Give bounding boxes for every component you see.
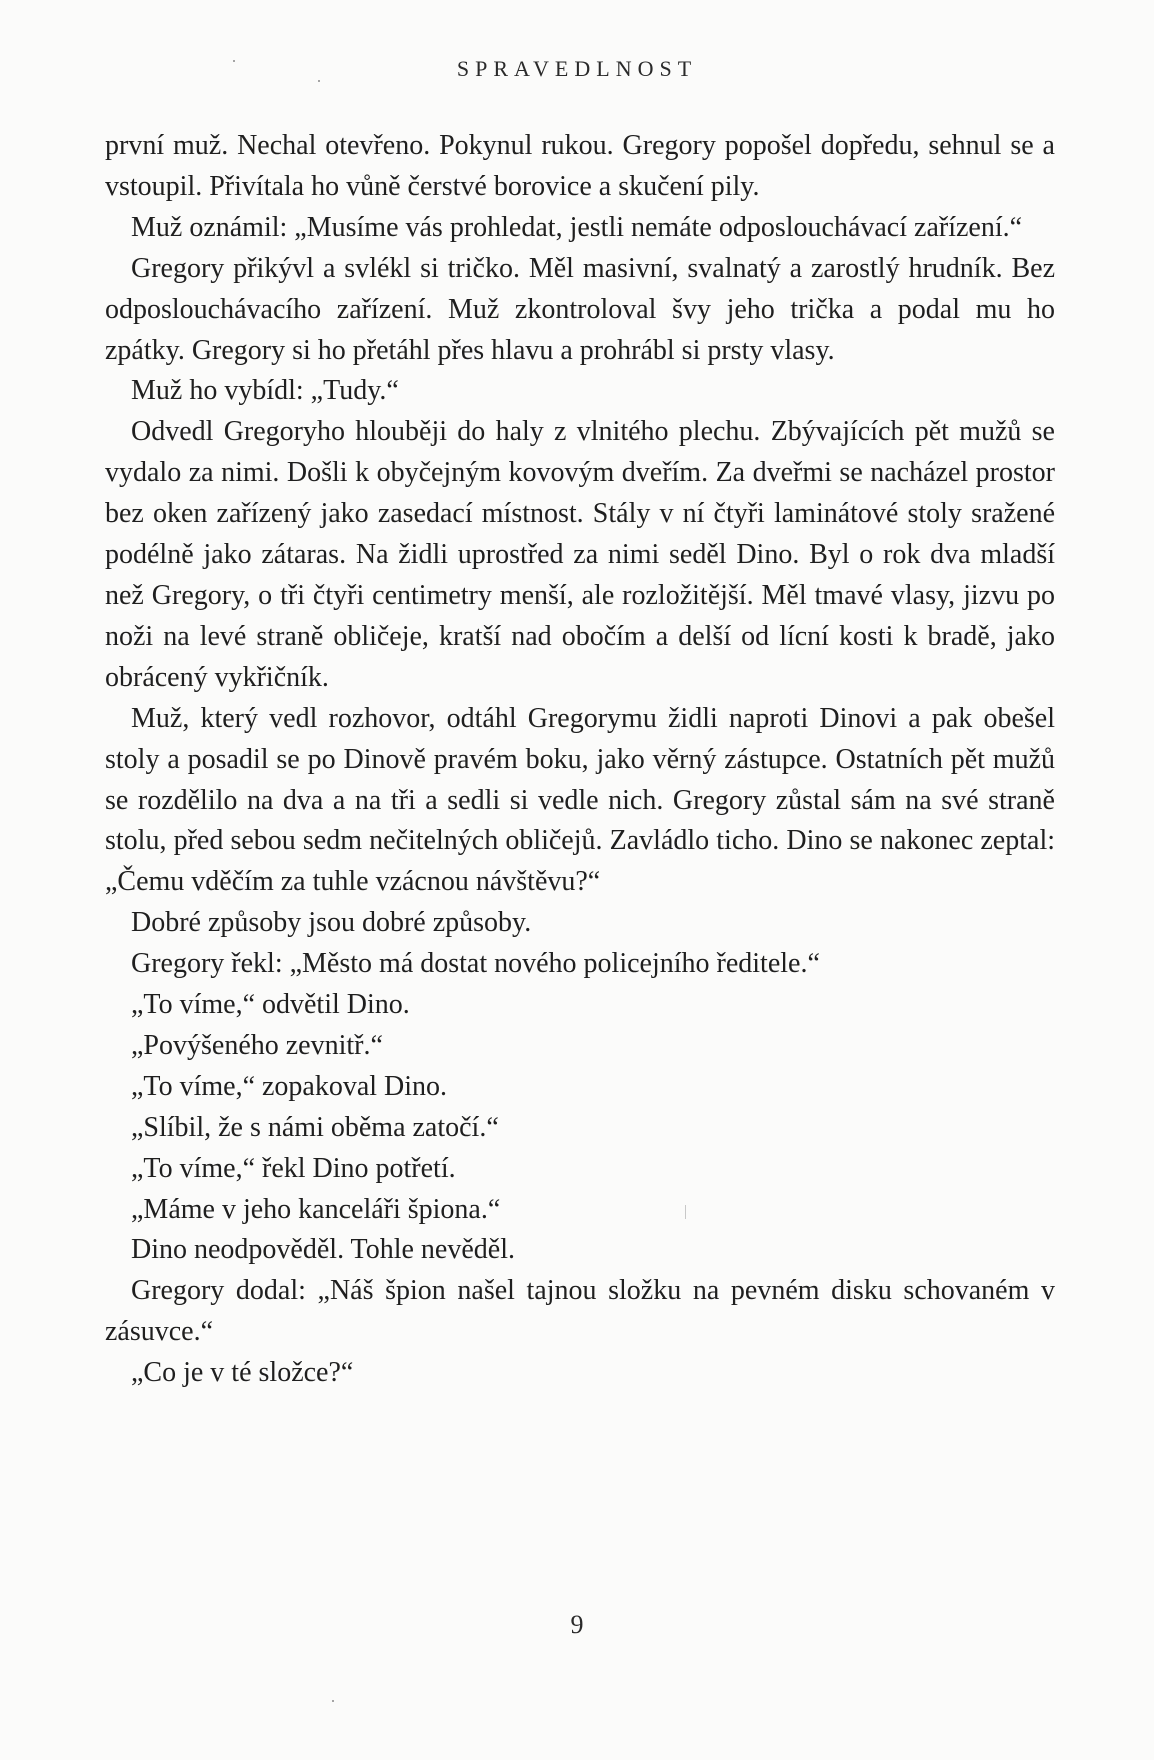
paragraph: „Co je v té složce?“ [131, 1357, 354, 1389]
paragraph: Muž, který vedl rozhovor, odtáhl Gregorymu židli naproti Dinovi a pak obešel stoly a posadil se po Dinově pravém boku, jako věrný zástupce. Ostatních pět mužů se rozdělilo na dva a na tři a sedli si vedle nich. Gregory zůstal sám na své straně stolu, před sebou sedm nečitelných obličejů. Zavládlo ticho. Dino se nakonec zeptal: „Čemu vděčím za tuhle vzácnou návštěvu?“ [105, 702, 1055, 898]
paragraph: Gregory přikývl a svlékl si tričko. Měl masivní, svalnatý a zarostlý hrudník. Bez odposlouchávacího zařízení. Muž zkontroloval švy jeho trička a podal mu ho zpátky. Gregory si ho přetáhl přes hlavu a prohrábl si prsty vlasy. [105, 252, 1055, 366]
scan-speck [233, 60, 235, 62]
running-head: SPRAVEDLNOST [456, 56, 698, 81]
scan-speck [685, 1205, 686, 1219]
paragraph: Muž ho vybídl: „Tudy.“ [131, 375, 399, 407]
scan-speck [332, 1700, 334, 1702]
body-text [105, 126, 1055, 1394]
paragraph: Odvedl Gregoryho hlouběji do haly z vlnitého plechu. Zbývajících pět mužů se vydalo za nimi. Došli k obyčejným kovovým dveřím. Za dveřmi se nacházel prostor bez oken zařízený jako zasedací místnost. Stály v ní čtyři laminátové stoly sražené podélně jako zátaras. Na židli uprostřed za nimi seděl Dino. Byl o rok dva mladší než Gregory, o tři čtyři centimetry menší, ale rozložitější. Měl tmavé vlasy, jizvu po noži na levé straně obličeje, kratší nad obočím a delší od lícní kosti k bradě, jako obrácený vykřičník. [105, 416, 1055, 693]
paragraph: „To víme,“ zopakoval Dino. [131, 1070, 448, 1102]
paragraph: „Slíbil, že s námi oběma zatočí.“ [131, 1111, 499, 1143]
paragraph: Gregory řekl: „Město má dostat nového policejního ředitele.“ [131, 948, 820, 980]
paragraph: Muž oznámil: „Musíme vás prohledat, jestli nemáte odposlouchávací zařízení.“ [131, 211, 1023, 243]
paragraph: Gregory dodal: „Náš špion našel tajnou složku na pevném disku schovaném v zásuvce.“ [105, 1275, 1055, 1348]
paragraph: „Povýšeného zevnitř.“ [131, 1029, 383, 1061]
paragraph: Dino neodpověděl. Tohle nevěděl. [131, 1234, 515, 1266]
page-number: 9 [570, 1610, 584, 1639]
paragraph: „Máme v jeho kanceláři špiona.“ [131, 1193, 501, 1225]
paragraph: „To víme,“ odvětil Dino. [131, 989, 410, 1021]
scan-speck [318, 80, 320, 82]
paragraph: Dobré způsoby jsou dobré způsoby. [131, 907, 532, 939]
paragraph: „To víme,“ řekl Dino potřetí. [131, 1152, 456, 1184]
paragraph: první muž. Nechal otevřeno. Pokynul rukou. Gregory popošel dopředu, sehnul se a vstoupil. Přivítala ho vůně čerstvé borovice a skučení pily. [105, 130, 1055, 202]
